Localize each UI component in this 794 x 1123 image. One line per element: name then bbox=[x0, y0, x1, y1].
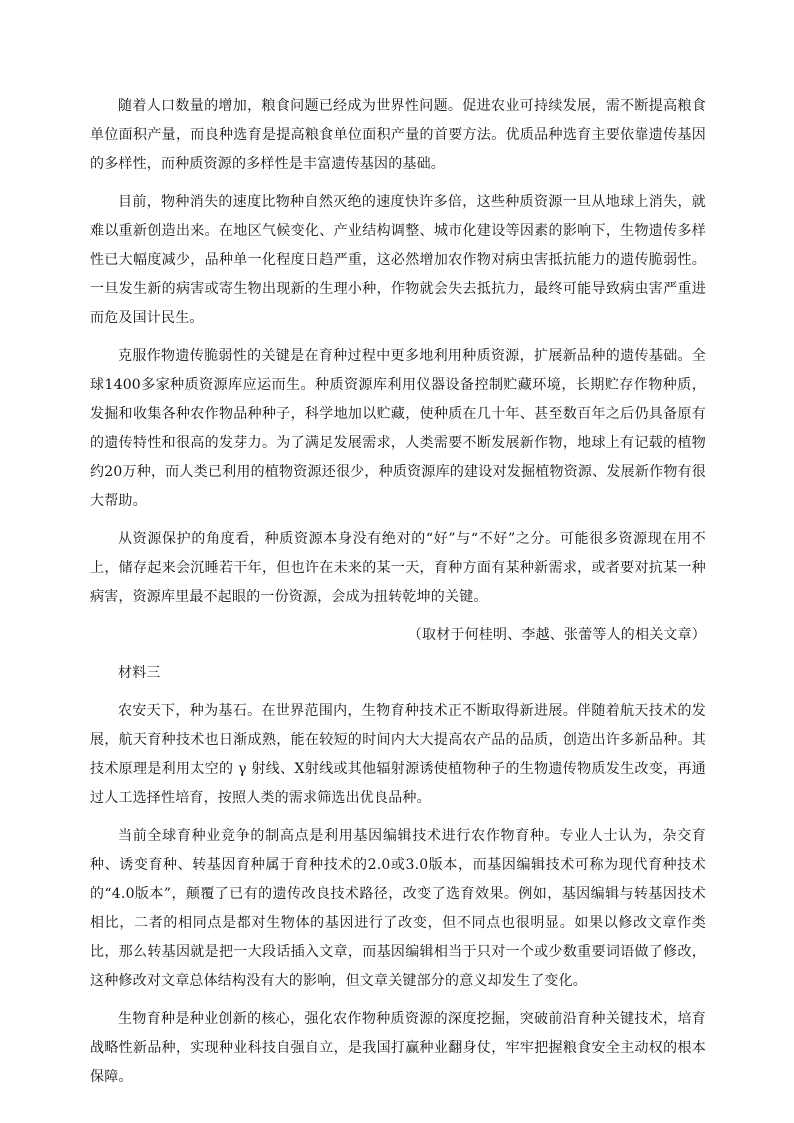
material3-heading: 材料三 bbox=[118, 665, 161, 681]
material3-paragraph-3: 生物育种是种业创新的核心，强化农作物种质资源的深度挖掘，突破前沿育种关键技术，培育战略性新品种，实现种业科技自强自立，是我国打赢种业翻身仗，牢牢把握粮食安全主动权的根本保障。 bbox=[90, 1011, 706, 1085]
material3-paragraph-1: 农安天下，种为基石。在世界范围内，生物育种技术正不断取得新进展。伴随着航天技术的发展，航天育种技术也日渐成熟，能在较短的时间内大大提高农产品的品质，创造出许多新品种。其技术原理是利用太空的 γ 射线、X射线或其他辐射源诱使植物种子的生物遗传物质发生改变，再通过人工选择性培育，按照人类的需求筛选出优良品种。 bbox=[90, 703, 706, 806]
material3-paragraph-2: 当前全球育种业竞争的制高点是利用基因编辑技术进行农作物育种。专业人士认为，杂交育种、诱变育种、转基因育种属于育种技术的2.0或3.0版本，而基因编辑技术可称为现代育种技术的“4.0版本”，颠覆了已有的遗传改良技术路径，改变了选育效果。例如，基因编辑与转基因技术相比，二者的相同点是都对生物体的基因进行了改变，但不同点也很明显。如果以修改文章作类比，那么转基因就是把一大段话插入文章，而基因编辑相当于只对一个或少数重要词语做了修改，这种修改对文章总体结构没有大的影响，但文章关键部分的意义却发生了变化。 bbox=[90, 828, 706, 989]
document-page bbox=[90, 92, 706, 1101]
material2-paragraph-1: 随着人口数量的增加，粮食问题已经成为世界性问题。促进农业可持续发展，需不断提高粮食单位面积产量，而良种选育是提高粮食单位面积产量的首要方法。优质品种选育主要依靠遗传基因的多样性，而种质资源的多样性是丰富遗传基因的基础。 bbox=[90, 98, 706, 172]
material2-paragraph-3: 克服作物遗传脆弱性的关键是在育种过程中更多地利用种质资源，扩展新品种的遗传基础。全球1400多家种质资源库应运而生。种质资源库利用仪器设备控制贮藏环境，长期贮存作物种质，发掘和收集各种农作物品种种子，科学地加以贮藏，使种质在几十年、甚至数百年之后仍具备原有的遗传特性和很高的发芽力。为了满足发展需求，人类需要不断发展新作物，地球上有记载的植物约20万种，而人类已利用的植物资源还很少，种质资源库的建设对发掘植物资源、发展新作物有很大帮助。 bbox=[90, 348, 706, 509]
material2-source-citation: （取材于何桂明、李越、张蕾等人的相关文章） bbox=[407, 627, 706, 643]
material2-paragraph-4: 从资源保护的角度看，种质资源本身没有绝对的“好”与“不好”之分。可能很多资源现在用不上，储存起来会沉睡若干年，但也许在未来的某一天，育种方面有某种新需求，或者要对抗某一种病害，资源库里最不起眼的一份资源，会成为扭转乾坤的关键。 bbox=[90, 531, 706, 605]
material2-paragraph-2: 目前，物种消失的速度比物种自然灭绝的速度快许多倍，这些种质资源一旦从地球上消失，就难以重新创造出来。在地区气候变化、产业结构调整、城市化建设等因素的影响下，生物遗传多样性已大幅度减少，品种单一化程度日趋严重，这必然增加农作物对病虫害抵抗能力的遗传脆弱性。一旦发生新的病害或寄生物出现新的生理小种，作物就会失去抵抗力，最终可能导致病虫害严重进而危及国计民生。 bbox=[90, 194, 706, 326]
